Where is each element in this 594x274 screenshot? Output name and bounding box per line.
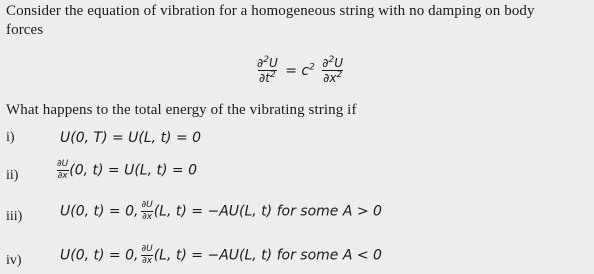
question-text: What happens to the total energy of the vibrating string if xyxy=(6,102,357,118)
lhs-partial: ∂ xyxy=(257,56,264,70)
partial-u-partial-x-fraction xyxy=(56,160,69,181)
lhs-var: U xyxy=(268,56,278,70)
rhs-den-exponent: 2 xyxy=(336,70,343,80)
condition-ii xyxy=(56,160,197,181)
lhs-num-exponent: 2 xyxy=(263,55,269,65)
rhs-fraction xyxy=(321,57,344,84)
c-exponent: 2 xyxy=(309,61,315,72)
fraction-denominator: ∂x xyxy=(57,171,68,181)
item-label-iii: iii) xyxy=(6,209,23,224)
item-label-i: i) xyxy=(6,130,15,145)
partial-u-partial-x-fraction xyxy=(140,201,153,222)
condition-iii-pre: U(0, t) = 0, xyxy=(60,203,139,220)
lhs-den-exponent: 2 xyxy=(269,70,276,80)
intro-line-1: Consider the equation of vibration for a homogeneous string with no damping on body xyxy=(6,3,535,19)
condition-iv xyxy=(60,245,382,266)
fraction-numerator: ∂U xyxy=(141,200,153,210)
intro-line-2: forces xyxy=(6,22,44,38)
condition-iii-text: (L, t) = −AU(L, t) for some A > 0 xyxy=(153,203,382,220)
condition-iii xyxy=(60,201,382,222)
rhs-denominator: ∂x xyxy=(323,71,337,85)
rhs-partial: ∂ xyxy=(322,56,329,70)
condition-ii-text: (0, t) = U(L, t) = 0 xyxy=(69,162,197,179)
fraction-denominator: ∂x xyxy=(142,256,153,266)
partial-u-partial-x-fraction xyxy=(140,245,153,266)
fraction-denominator: ∂x xyxy=(142,212,153,222)
condition-iv-pre: U(0, t) = 0, xyxy=(60,247,139,264)
condition-iv-text: (L, t) = −AU(L, t) for some A < 0 xyxy=(153,247,382,264)
rhs-var: U xyxy=(334,56,344,70)
fraction-numerator: ∂U xyxy=(57,159,69,169)
rhs-num-exponent: 2 xyxy=(328,55,335,65)
lhs-denominator: ∂t xyxy=(259,71,270,85)
lhs-fraction xyxy=(256,57,279,84)
condition-i: U(0, T) = U(L, t) = 0 xyxy=(60,130,202,146)
equals-c: = $c^2$ xyxy=(285,61,315,79)
fraction-numerator: ∂U xyxy=(141,244,153,254)
item-label-ii: ii) xyxy=(6,168,19,183)
item-label-iv: iv) xyxy=(6,253,22,268)
wave-equation xyxy=(256,57,344,84)
